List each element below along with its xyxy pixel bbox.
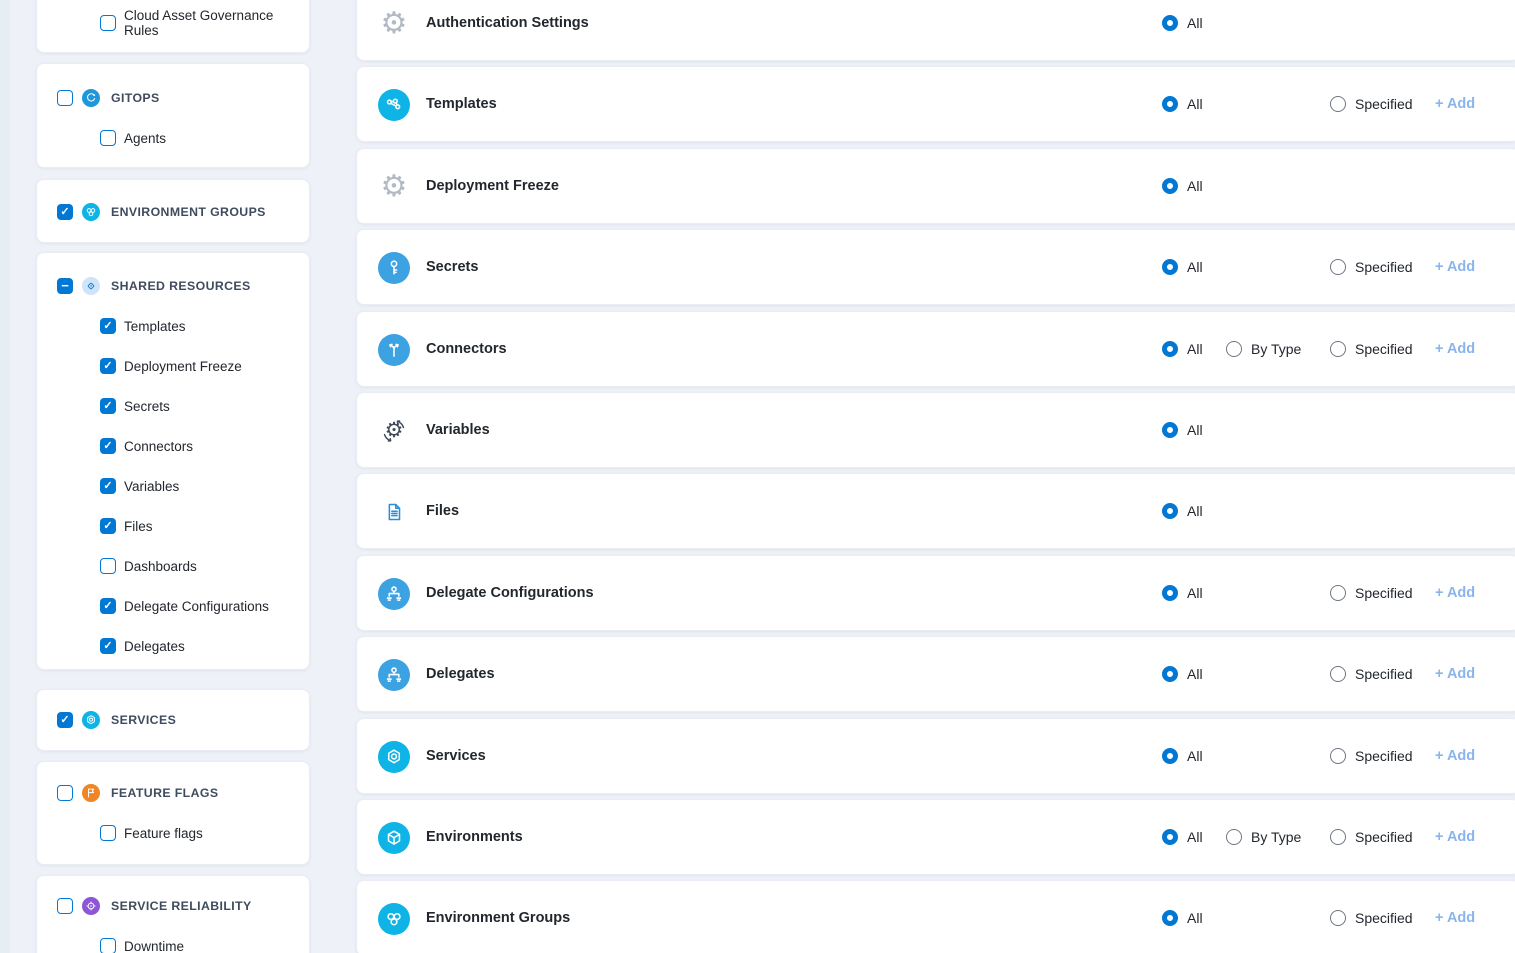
radio-all[interactable] <box>1162 666 1178 682</box>
resource-row-authentication-settings <box>356 0 1515 61</box>
sidebar-group-services <box>57 708 297 732</box>
radio-all[interactable] <box>1162 422 1178 438</box>
resource-row-variables <box>356 392 1515 468</box>
option-all-label: All <box>1187 666 1203 683</box>
sidebar-group-label: GITOPS <box>111 91 160 105</box>
feature-flags-icon <box>82 784 100 802</box>
sidebar-item-label: Cloud Asset Governance Rules <box>124 8 274 38</box>
option-add <box>1435 67 1475 141</box>
sidebar-item-label: Templates <box>124 318 186 334</box>
option-specified <box>1330 800 1413 874</box>
option-specified <box>1330 881 1413 953</box>
gear-glyph: ⚙ <box>384 419 404 443</box>
environments-icon <box>378 822 410 854</box>
radio-specified[interactable] <box>1330 829 1346 845</box>
sidebar-group-label: FEATURE FLAGS <box>111 786 219 800</box>
radio-all[interactable] <box>1162 178 1178 194</box>
radio-specified[interactable] <box>1330 748 1346 764</box>
sidebar-item-label: Connectors <box>124 438 194 454</box>
sidebar-item <box>100 354 297 378</box>
sidebar-item <box>100 434 297 458</box>
option-all-label: All <box>1187 747 1203 764</box>
item-checkbox[interactable] <box>100 558 116 574</box>
resource-row-templates <box>356 66 1515 142</box>
radio-all[interactable] <box>1162 15 1178 31</box>
gear-icon <box>378 171 410 203</box>
item-checkbox[interactable] <box>100 518 116 534</box>
option-add <box>1435 800 1475 874</box>
option-all-label: All <box>1187 177 1203 194</box>
radio-all[interactable] <box>1162 259 1178 275</box>
resource-row-title: Templates <box>426 96 497 113</box>
left-edge-strip <box>0 0 10 953</box>
item-checkbox[interactable] <box>100 825 116 841</box>
radio-specified[interactable] <box>1330 96 1346 112</box>
add-link[interactable]: + Add <box>1435 340 1476 357</box>
sidebar-item <box>100 554 297 578</box>
sidebar-item-label: Feature flags <box>124 825 203 841</box>
sidebar-item <box>100 594 297 618</box>
option-specified <box>1330 719 1413 793</box>
sidebar-item-label: Delegates <box>124 638 185 654</box>
sidebar-card-cloud-asset-governance <box>36 0 310 53</box>
option-add <box>1435 637 1475 711</box>
radio-by-type[interactable] <box>1226 341 1242 357</box>
sidebar-item <box>100 126 297 150</box>
resource-row-title: Authentication Settings <box>426 15 589 31</box>
option-add <box>1435 881 1475 953</box>
group-checkbox[interactable] <box>57 204 73 220</box>
option-specified-label: Specified <box>1355 340 1413 357</box>
radio-all[interactable] <box>1162 96 1178 112</box>
option-all-label: All <box>1187 910 1203 927</box>
sidebar-card-feature-flags <box>36 761 310 865</box>
option-all-label: All <box>1187 15 1203 31</box>
sidebar-item <box>100 394 297 418</box>
option-all-label: All <box>1187 503 1203 520</box>
add-link[interactable]: + Add <box>1435 259 1476 276</box>
item-checkbox[interactable] <box>100 358 116 374</box>
option-all <box>1162 312 1203 386</box>
service-reliability-icon <box>82 897 100 915</box>
gear-icon <box>378 8 410 40</box>
sidebar-card-environment-groups <box>36 179 310 243</box>
option-all-label: All <box>1187 96 1203 113</box>
sidebar-item-label: Variables <box>124 478 180 494</box>
option-all-label: All <box>1187 584 1203 601</box>
option-specified-label: Specified <box>1355 828 1413 845</box>
item-checkbox[interactable] <box>100 478 116 494</box>
sidebar-card-shared-resources <box>36 252 310 670</box>
sidebar-item-label: Dashboards <box>124 558 197 574</box>
resource-row-environment-groups <box>356 880 1515 953</box>
sidebar-item-label: Downtime <box>124 938 185 953</box>
group-checkbox[interactable] <box>57 278 73 294</box>
option-add <box>1435 719 1475 793</box>
templates-icon <box>378 89 410 121</box>
item-checkbox[interactable] <box>100 15 116 31</box>
radio-all[interactable] <box>1162 503 1178 519</box>
services-icon <box>378 741 410 773</box>
radio-all[interactable] <box>1162 910 1178 926</box>
resource-row-title: Files <box>426 503 460 520</box>
add-link[interactable]: + Add <box>1435 747 1476 764</box>
option-all <box>1162 556 1203 630</box>
option-specified-label: Specified <box>1355 259 1413 276</box>
option-specified <box>1330 556 1413 630</box>
option-by-type <box>1226 800 1301 874</box>
radio-all[interactable] <box>1162 341 1178 357</box>
environment-groups-icon <box>378 903 410 935</box>
sidebar-item <box>100 8 297 38</box>
sidebar-item-label: Files <box>124 518 153 534</box>
gear-glyph: ⚙ <box>380 169 408 203</box>
option-specified-label: Specified <box>1355 96 1413 113</box>
sidebar-group-environment-groups <box>57 200 297 224</box>
option-add <box>1435 556 1475 630</box>
group-checkbox[interactable] <box>57 712 73 728</box>
sidebar-group-feature-flags <box>57 781 297 805</box>
shared-resources-icon <box>82 277 100 295</box>
option-specified <box>1330 637 1413 711</box>
radio-all[interactable] <box>1162 585 1178 601</box>
resource-row-title: Delegates <box>426 666 495 683</box>
resource-row-secrets <box>356 229 1515 305</box>
option-specified <box>1330 230 1413 304</box>
sidebar-item <box>100 821 297 845</box>
option-all-label: All <box>1187 259 1203 276</box>
gitops-icon <box>82 89 100 107</box>
resource-row-connectors <box>356 311 1515 387</box>
add-link[interactable]: + Add <box>1435 828 1476 845</box>
option-add <box>1435 230 1475 304</box>
resource-row-delegate-configurations <box>356 555 1515 631</box>
option-by-type <box>1226 312 1301 386</box>
option-specified-label: Specified <box>1355 584 1413 601</box>
option-all <box>1162 637 1203 711</box>
resource-row-title: Secrets <box>426 259 479 276</box>
resource-row-title: Deployment Freeze <box>426 177 559 194</box>
option-by-type-label: By Type <box>1251 828 1302 845</box>
radio-specified[interactable] <box>1330 341 1346 357</box>
sidebar-item-label: Deployment Freeze <box>124 358 242 374</box>
option-all <box>1162 881 1203 953</box>
option-all <box>1162 0 1203 60</box>
variables-icon <box>378 415 410 447</box>
item-checkbox[interactable] <box>100 318 116 334</box>
add-link[interactable]: + Add <box>1435 910 1476 927</box>
resource-row-delegates <box>356 636 1515 712</box>
sidebar-card-services <box>36 689 310 751</box>
sidebar-item-label: Secrets <box>124 398 170 414</box>
item-checkbox[interactable] <box>100 638 116 654</box>
services-icon <box>82 711 100 729</box>
radio-specified[interactable] <box>1330 259 1346 275</box>
sidebar-item <box>100 934 297 953</box>
item-checkbox[interactable] <box>100 398 116 414</box>
resource-row-deployment-freeze <box>356 148 1515 224</box>
file-icon <box>378 496 410 528</box>
radio-all[interactable] <box>1162 829 1178 845</box>
key-icon <box>378 252 410 284</box>
radio-specified[interactable] <box>1330 585 1346 601</box>
sidebar-card-gitops <box>36 63 310 168</box>
option-specified-label: Specified <box>1355 666 1413 683</box>
option-specified-label: Specified <box>1355 747 1413 764</box>
option-all <box>1162 149 1203 223</box>
sidebar-item-label: Agents <box>124 130 167 146</box>
resource-row-title: Variables <box>426 421 490 438</box>
resource-row-title: Delegate Configurations <box>426 584 594 601</box>
option-all <box>1162 393 1203 467</box>
sidebar-item <box>100 314 297 338</box>
radio-specified[interactable] <box>1330 910 1346 926</box>
group-checkbox[interactable] <box>57 898 73 914</box>
radio-by-type[interactable] <box>1226 829 1242 845</box>
option-add <box>1435 312 1475 386</box>
connectors-icon <box>378 334 410 366</box>
add-link[interactable]: + Add <box>1435 96 1476 113</box>
delegate-icon <box>378 659 410 691</box>
option-specified <box>1330 312 1413 386</box>
sidebar-group-label: SERVICES <box>111 713 177 727</box>
resource-row-title: Services <box>426 747 486 764</box>
environment-groups-icon <box>82 203 100 221</box>
resource-row-environments <box>356 799 1515 875</box>
option-all <box>1162 230 1203 304</box>
sidebar-group-shared-resources <box>57 274 297 298</box>
variables-gear <box>378 415 410 447</box>
sidebar-group-label: SHARED RESOURCES <box>111 279 251 293</box>
sidebar-card-service-reliability <box>36 875 310 953</box>
sidebar-group-service-reliability <box>57 894 297 918</box>
option-all-label: All <box>1187 421 1203 438</box>
resource-category-sidebar <box>36 0 310 953</box>
radio-all[interactable] <box>1162 748 1178 764</box>
option-all <box>1162 800 1203 874</box>
sidebar-item-label: Delegate Configurations <box>124 598 269 614</box>
sidebar-group-label: ENVIRONMENT GROUPS <box>111 205 266 219</box>
item-checkbox[interactable] <box>100 938 116 953</box>
sidebar-item <box>100 474 297 498</box>
add-link[interactable]: + Add <box>1435 584 1476 601</box>
gear-glyph: ⚙ <box>380 7 408 40</box>
option-all-label: All <box>1187 340 1203 357</box>
resource-row-title: Connectors <box>426 340 507 357</box>
resource-row-title: Environments <box>426 828 523 845</box>
sidebar-item <box>100 634 297 658</box>
radio-specified[interactable] <box>1330 666 1346 682</box>
option-specified-label: Specified <box>1355 910 1413 927</box>
sidebar-item <box>100 514 297 538</box>
item-checkbox[interactable] <box>100 598 116 614</box>
delegate-icon <box>378 578 410 610</box>
group-checkbox[interactable] <box>57 90 73 106</box>
resource-row-files <box>356 473 1515 549</box>
item-checkbox[interactable] <box>100 130 116 146</box>
option-by-type-label: By Type <box>1251 340 1302 357</box>
resource-row-services <box>356 718 1515 794</box>
option-all <box>1162 474 1203 548</box>
sidebar-group-label: SERVICE RELIABILITY <box>111 899 252 913</box>
group-checkbox[interactable] <box>57 785 73 801</box>
resource-row-title: Environment Groups <box>426 910 571 927</box>
option-all <box>1162 67 1203 141</box>
resource-rows-panel <box>356 0 1515 953</box>
item-checkbox[interactable] <box>100 438 116 454</box>
option-specified <box>1330 67 1413 141</box>
add-link[interactable]: + Add <box>1435 666 1476 683</box>
option-all-label: All <box>1187 828 1203 845</box>
sidebar-group-gitops <box>57 86 297 110</box>
option-all <box>1162 719 1203 793</box>
